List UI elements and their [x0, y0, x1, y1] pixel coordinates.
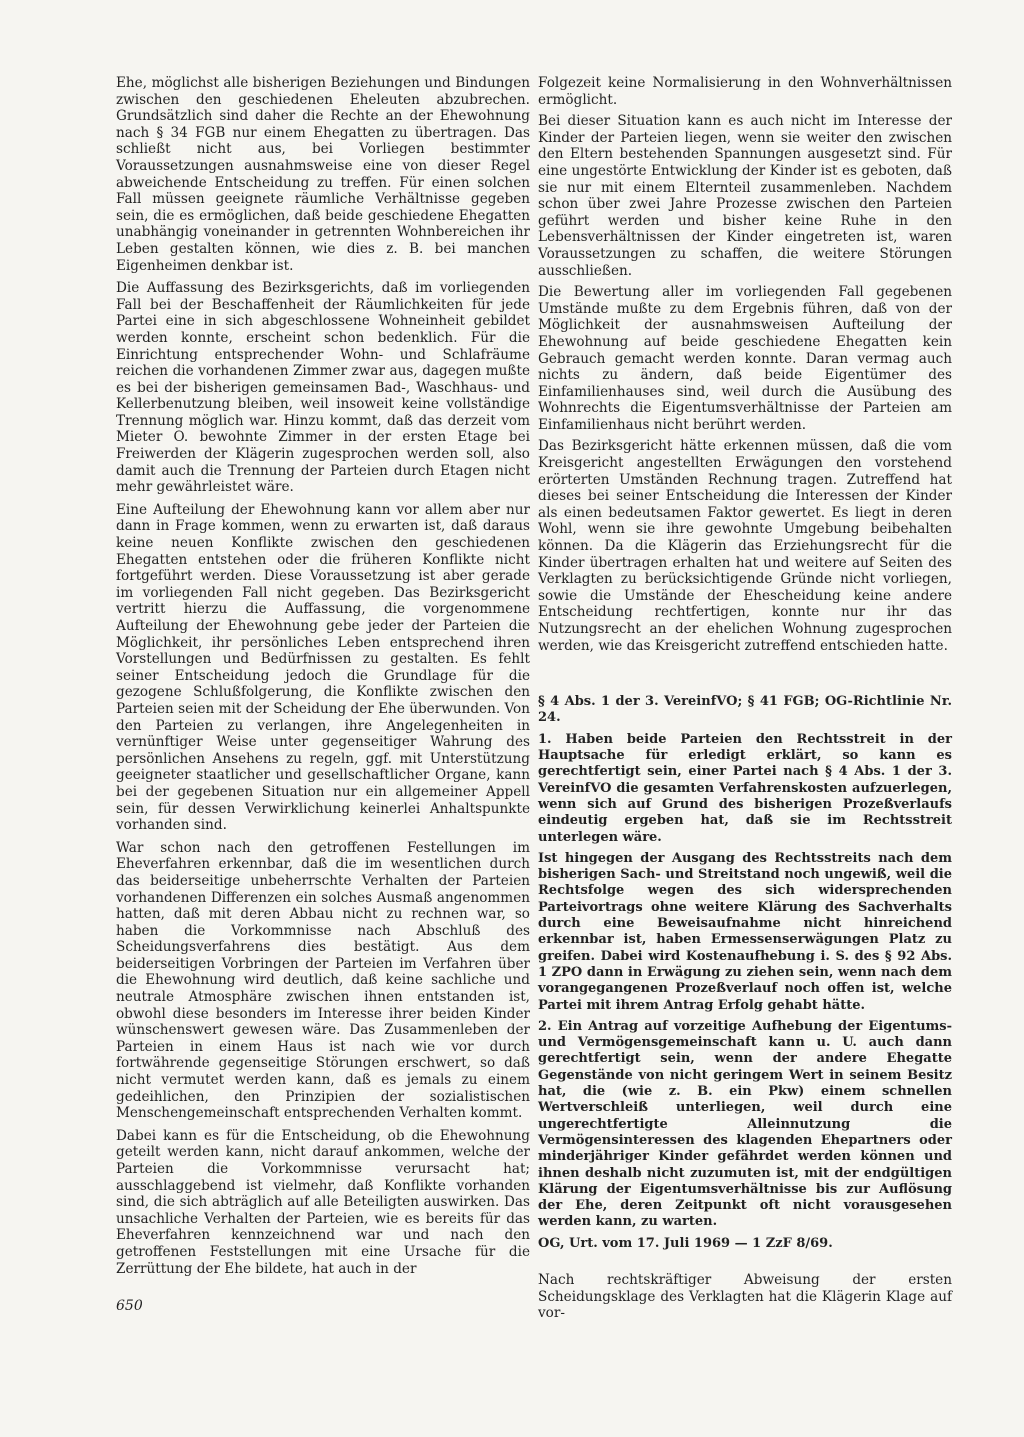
left-paragraph-4: War schon nach den getroffenen Festellungen im Eheverfahren erkennbar, daß die im wesentlichen durch das beiderseitige unbeherrschte Verhalten der Parteien vorhandenen Differenzen ein solches Ausmaß angenommen hatten, daß mit deren Abbau nicht zu rechnen war, so haben die Vorkommnisse nach Abschluß des Scheidungsverfahrens dies bestätigt. Aus dem beiderseitigen Vorbringen der Parteien im Verfahren über die Ehewohnung wird deutlich, daß keine sachliche und neutrale Atmosphäre zwischen ihnen entstanden ist, obwohl diese besonders im Interesse ihrer beiden Kinder wünschenswert gewesen wäre. Das Zusammenleben der Parteien in einem Haus ist nach wie vor durch fortwährende gegenseitige Störungen erschwert, so daß nicht vermutet werden kann, daß es jemals zu einem gedeihlichen, den Prinzipien der sozialistischen Menschengemeinschaft entsprechenden Verhalten kommt. — [116, 839, 530, 1122]
closing-paragraph: Nach rechtskräftiger Abweisung der ersten Scheidungsklage des Verklagten hat die Klägerin Klage auf vor- — [538, 1272, 952, 1322]
right-paragraph-1: Folgezeit keine Normalisierung in den Wohnverhältnissen ermöglicht. — [538, 75, 952, 108]
left-paragraph-1: Ehe, möglichst alle bisherigen Beziehungen und Bindungen zwischen den geschiedenen Eheleuten abzubrechen. Grundsätzlich sind daher die Rechte an der Ehewohnung nach § 34 FGB nur einem Ehegatten zu übertragen. Das schließt nicht aus, bei Vorliegen bestimmter Voraussetzungen ausnahmsweise eine von dieser Regel abweichende Entscheidung zu treffen. Für einen solchen Fall müssen geeignete räumliche Verhältnisse gegeben sein, die es ermöglichen, daß beide geschiedene Ehegatten unabhängig voneinander in getrennten Wohnbereichen ihr Leben gestalten können, wie dies z. B. bei manchen Eigenheimen denkbar ist. — [116, 75, 530, 274]
right-column — [538, 75, 952, 1327]
left-paragraph-3: Eine Aufteilung der Ehewohnung kann vor allem aber nur dann in Frage kommen, wenn zu erwarten ist, daß daraus keine neuen Konflikte zwischen den geschiedenen Ehegatten entstehen oder die früheren Konflikte nicht fortgeführt werden. Diese Voraussetzung ist aber gerade im vorliegenden Fall nicht gegeben. Das Bezirksgericht vertritt hierzu die Auffassung, die vorgenommene Aufteilung der Ehewohnung gebe jeder der Parteien die Möglichkeit, ihr persönliches Leben entsprechend ihren Vorstellungen und Bedürfnissen zu gestalten. Es fehlt seiner Entscheidung jedoch die Grundlage für die gezogene Schlußfolgerung, die Konflikte zwischen den Parteien seien mit der Scheidung der Ehe überwunden. Von den Parteien zu verlangen, ihre Angelegenheiten in vernünftiger Weise unter gegenseitiger Wahrung des persönlichen Ansehens zu regeln, ggf. mit Unterstützung geeigneter staatlicher und gesellschaftlicher Organe, kann bei der gegebenen Situation nur ein allgemeiner Appell sein, für dessen Verwirklichung keinerlei Anhaltspunkte vorhanden sind. — [116, 501, 530, 834]
left-paragraph-2: Die Auffassung des Bezirksgerichts, daß im vorliegenden Fall bei der Beschaffenheit der Räumlichkeiten für jede Partei eine in sich abgeschlossene Wohneinheit gebildet werden konnte, erscheint schon bedenklich. Für die Einrichtung entsprechender Wohn- und Schlafräume reichen die vorhandenen Zimmer zwar aus, dagegen mußte es bei der bisherigen gemeinsamen Bad-, Waschhaus- und Kellerbenutzung bleiben, weil insoweit keine vollständige Trennung möglich war. Hinzu kommt, daß das derzeit vom Mieter O. bewohnte Zimmer in der ersten Etage bei Freiwerden der Klägerin zugesprochen werden soll, also damit auch die Trennung der Parteien durch Etagen nicht mehr gewährleistet wäre. — [116, 280, 530, 496]
case-headnote: § 4 Abs. 1 der 3. VereinfVO; § 41 FGB; OG-Richtlinie Nr. 24. — [538, 694, 952, 726]
guiding-principle-1: 1. Haben beide Parteien den Rechtsstreit in der Hauptsache für erledigt erklärt, so kann es gerechtfertigt sein, einer Partei nach § 4 Abs. 1 der 3. VereinfVO die gesamten Verfahrenskosten aufzuerlegen, wenn sich auf Grund des bisherigen Prozeßverlaufs eindeutig ergeben hat, daß sie im Rechtsstreit unterlegen wäre. — [538, 731, 952, 845]
right-paragraph-3: Die Bewertung aller im vorliegenden Fall gegebenen Umstände mußte zu dem Ergebnis führen, daß von der Möglichkeit der ausnahmsweisen Aufteilung der Ehewohnung auf beide geschiedene Ehegatten kein Gebrauch gemacht werden konnte. Daran vermag auch nichts zu ändern, daß beide Eigentümer des Einfamilienhauses sind, weil durch die Ausübung des Wohnrechts die Eigentumsverhältnisse der Parteien am Einfamilienhaus nicht berührt werden. — [538, 284, 952, 433]
right-paragraph-4: Das Bezirksgericht hätte erkennen müssen, daß die vom Kreisgericht angestellten Erwägungen den vorstehend erörterten Umständen Rechnung tragen. Zutreffend hat dieses bei seiner Entscheidung die Interessen der Kinder als einen bedeutsamen Faktor gewertet. Es liegt in deren Wohl, wenn sie ihre gewohnte Umgebung beibehalten können. Da die Klägerin das Erziehungsrecht für die Kinder übertragen erhalten hat und weitere auf Seiten des Verklagten zu berücksichtigende Gründe nicht vorliegen, sowie die Umstände der Ehescheidung keine andere Entscheidung rechtfertigen, konnte nur ihr das Nutzungsrecht an der ehelichen Wohnung zugesprochen werden, wie das Kreisgericht zutreffend entschieden hatte. — [538, 438, 952, 654]
left-paragraph-5: Dabei kann es für die Entscheidung, ob die Ehewohnung geteilt werden kann, nicht darauf ankommen, welche der Parteien die Vorkommnisse verursacht hat; ausschlaggebend ist vielmehr, daß Konflikte vorhanden sind, die sich abträglich auf alle Beteiligten auswirken. Das unsachliche Verhalten der Parteien, wie es bereits für das Eheverfahren kennzeichnend war und nach den getroffenen Feststellungen mit eine Ursache für die Zerrüttung der Ehe bildete, hat auch in der — [116, 1127, 530, 1277]
left-column — [116, 75, 530, 1283]
page-number: 650 — [116, 1298, 143, 1314]
guiding-principle-1b: Ist hingegen der Ausgang des Rechtsstreits nach dem bisherigen Sach- und Streitstand noch ungewiß, weil die Rechtsfolge wegen des sich widersprechenden Parteivortrags ohne weitere Klärung des Sachverhalts durch eine Beweisaufnahme nicht hinreichend erkennbar ist, haben Ermessenserwägungen Platz zu greifen. Dabei wird Kostenaufhebung i. S. des § 92 Abs. 1 ZPO dann in Erwägung zu ziehen sein, wenn nach dem vorangegangenen Prozeßverlauf noch offen ist, welche Partei mit ihrem Antrag Erfolg gehabt hätte. — [538, 850, 952, 1013]
guiding-principle-2: 2. Ein Antrag auf vorzeitige Aufhebung der Eigentums- und Vermögensgemeinschaft kann u. U. auch dann gerechtfertigt sein, wenn der andere Ehegatte Gegenstände von nicht geringem Wert in seinem Besitz hat, die (wie z. B. ein Pkw) einem schnellen Wertverschleiß unterliegen, weil durch eine ungerechtfertigte Alleinnutzung die Vermögensinteressen des klagenden Ehepartners oder minderjähriger Kinder gefährdet werden können und ihnen deshalb nicht zuzumuten ist, mit der endgültigen Klärung der Eigentumsverhältnisse bis zur Auflösung der Ehe, deren Zeitpunkt oft nicht vorausgesehen werden kann, zu warten. — [538, 1018, 952, 1230]
court-citation: OG, Urt. vom 17. Juli 1969 — 1 ZzF 8/69. — [538, 1235, 833, 1251]
right-paragraph-2: Bei dieser Situation kann es auch nicht im Interesse der Kinder der Parteien liegen, wenn sie weiter den zwischen den Eltern bestehenden Spannungen ausgesetzt sind. Für eine ungestörte Entwicklung der Kinder ist es geboten, daß sie nur mit einem Elternteil zusammenleben. Nachdem schon über zwei Jahre Prozesse zwischen den Parteien geführt werden und bisher keine Ruhe in den Lebensverhältnissen der Kinder eingetreten ist, waren Voraussetzungen zu schaffen, die weitere Störungen ausschließen. — [538, 113, 952, 279]
